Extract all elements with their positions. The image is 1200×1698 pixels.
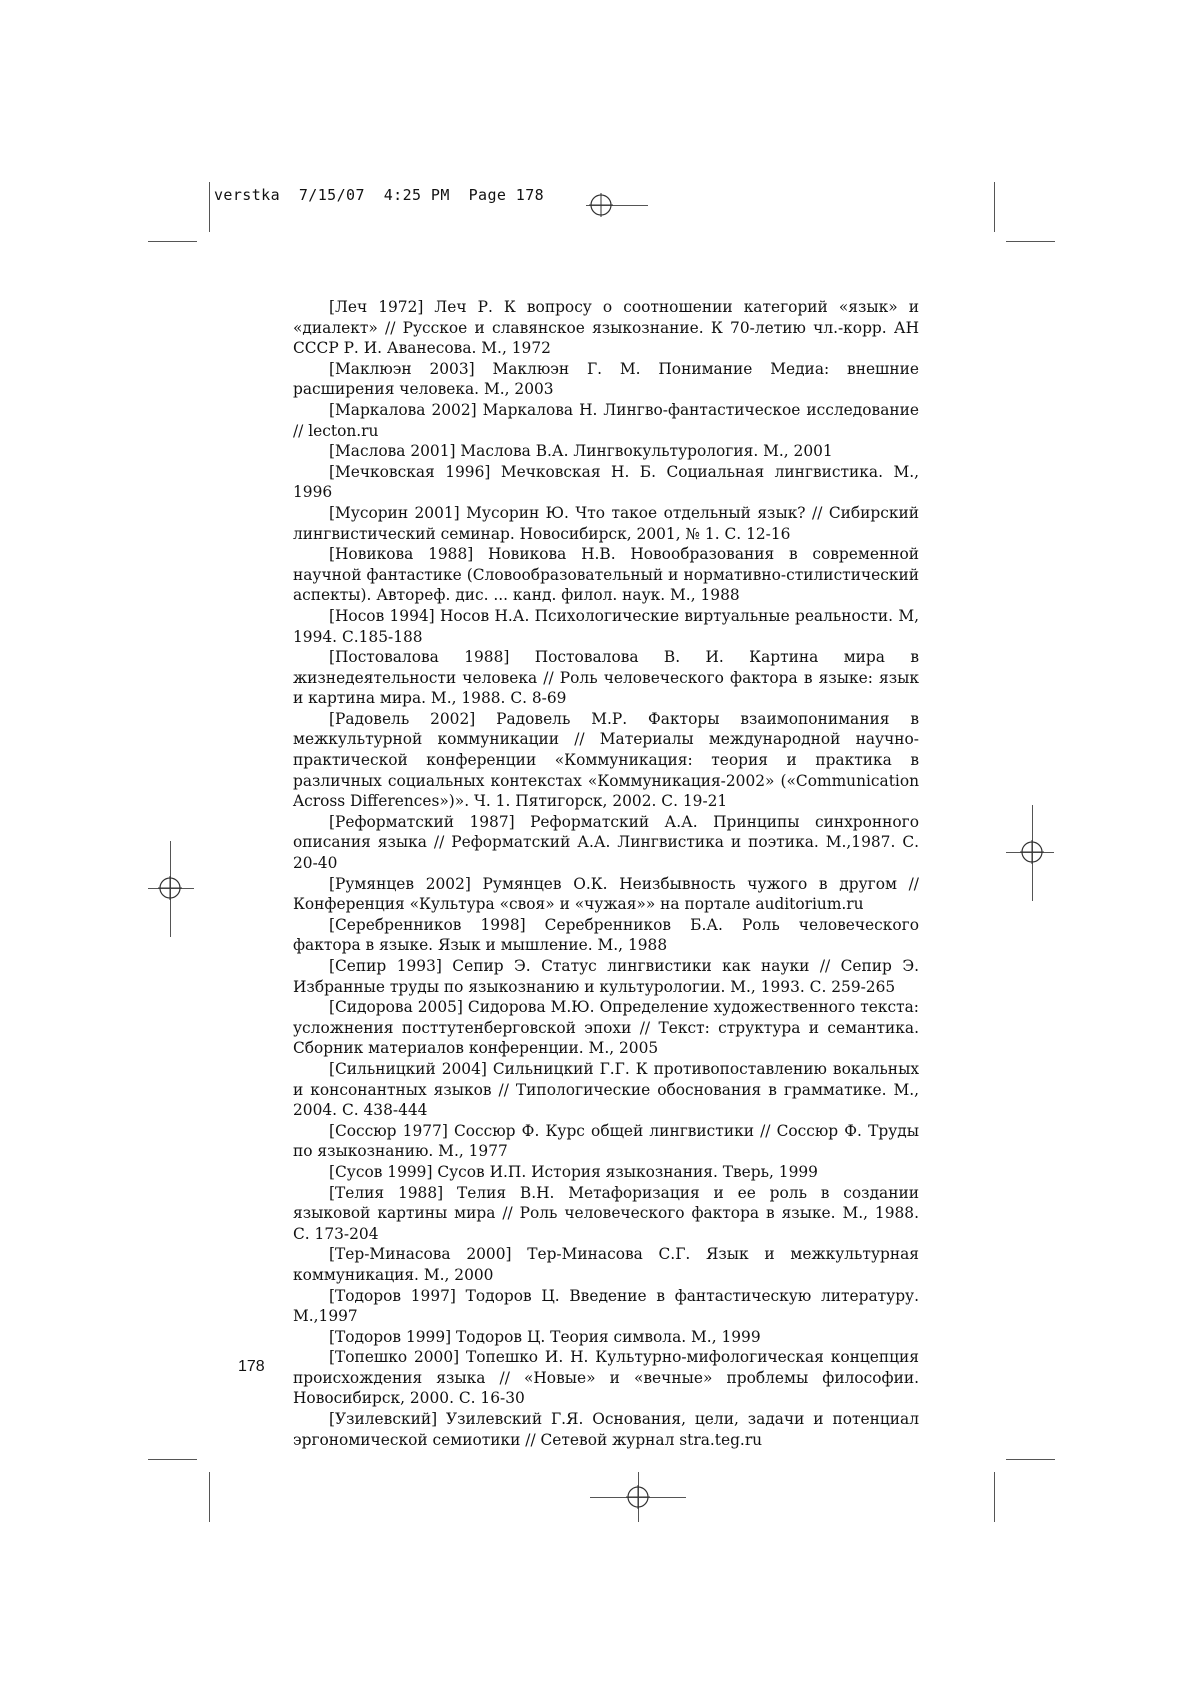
crop-mark xyxy=(1006,1459,1055,1460)
crop-mark xyxy=(994,182,995,232)
bibliography-entry: [Тодоров 1999] Тодоров Ц. Теория символа. М., 1999 xyxy=(329,1327,761,1346)
bibliography-entry: [Мусорин 2001] Мусорин Ю. Что такое отдельный язык? // Сибирский лингвистический семинар. Новосибирск, 2001, № 1. С. 12-16 xyxy=(293,503,919,543)
page-number: 178 xyxy=(238,1358,265,1375)
registration-mark-icon xyxy=(1020,840,1044,864)
bibliography-entry: [Топешко 2000] Топешко И. Н. Культурно-мифологическая концепция происхождения языка // «Новые» и «вечные» проблемы философии. Новосибирск, 2000. С. 16-30 xyxy=(293,1348,919,1408)
bibliography-entry: [Сусов 1999] Сусов И.П. История языкознания. Тверь, 1999 xyxy=(329,1162,818,1181)
crop-mark xyxy=(1006,241,1055,242)
registration-mark-icon xyxy=(158,876,182,900)
registration-mark-icon xyxy=(626,1485,650,1509)
bibliography-list xyxy=(293,297,919,1450)
registration-mark-icon xyxy=(589,193,613,217)
bibliography-entry: [Серебренников 1998] Серебренников Б.А. Роль человеческого фактора в языке. Язык и мышление. М., 1988 xyxy=(293,915,919,955)
bibliography-entry: [Постовалова 1988] Постовалова В. И. Картина мира в жизнедеятельности человека // Роль человеческого фактора в языке: язык и картина мира. М., 1988. С. 8-69 xyxy=(293,648,919,708)
print-slug: verstka 7/15/07 4:25 PM Page 178 xyxy=(214,186,545,204)
bibliography-entry: [Сильницкий 2004] Сильницкий Г.Г. К противопоставлению вокальных и консонантных языков // Типологические обоснования в грамматике. М., 2004. С. 438-444 xyxy=(293,1059,919,1120)
crop-mark xyxy=(148,1459,197,1460)
bibliography-entry: [Маклюэн 2003] Маклюэн Г. М. Понимание Медиа: внешние расширения человека. М., 2003 xyxy=(293,359,919,399)
crop-mark xyxy=(148,241,197,242)
crop-mark xyxy=(994,1472,995,1522)
bibliography-entry: [Сидорова 2005] Сидорова М.Ю. Определение художественного текста: усложнения посттутенберговской эпохи // Текст: структура и семантика. Сборник материалов конференции. М., 2005 xyxy=(293,998,919,1058)
bibliography-entry: [Тер-Минасова 2000] Тер-Минасова С.Г. Язык и межкультурная коммуникация. М., 2000 xyxy=(293,1245,919,1284)
bibliography-entry: [Реформатский 1987] Реформатский А.А. Принципы синхронного описания языка // Реформатский А.А. Лингвистика и поэтика. М.,1987. С. 20-40 xyxy=(293,812,919,873)
bibliography-entry: [Телия 1988] Телия В.Н. Метафоризация и ее роль в создании языковой картины мира // Роль человеческого фактора в языке. М., 1988. С. 173-204 xyxy=(293,1183,919,1243)
crop-mark xyxy=(209,182,210,232)
bibliography-entry: [Маслова 2001] Маслова В.А. Лингвокультурология. М., 2001 xyxy=(329,442,833,461)
bibliography-entry: [Новикова 1988] Новикова Н.В. Новообразования в современной научной фантастике (Словообразовательный и нормативно-стилистический аспекты). Автореф. дис. ... канд. филол. наук. М., 1988 xyxy=(293,545,919,605)
bibliography-entry: [Носов 1994] Носов Н.А. Психологические виртуальные реальности. М, 1994. С.185-188 xyxy=(293,606,919,646)
bibliography-entry: [Тодоров 1997] Тодоров Ц. Введение в фантастическую литературу. М.,1997 xyxy=(293,1286,919,1326)
bibliography-entry: [Узилевский] Узилевский Г.Я. Основания, цели, задачи и потенциал эргономической семиотики // Сетевой журнал stra.teg.ru xyxy=(293,1410,919,1449)
bibliography-entry: [Соссюр 1977] Соссюр Ф. Курс общей лингвистики // Соссюр Ф. Труды по языкознанию. М., 1977 xyxy=(293,1121,919,1161)
bibliography-entry: [Сепир 1993] Сепир Э. Статус лингвистики как науки // Сепир Э. Избранные труды по языкознанию и культурологии. М., 1993. С. 259-265 xyxy=(293,957,919,996)
crop-mark xyxy=(209,1472,210,1522)
bibliography-entry: [Румянцев 2002] Румянцев О.К. Неизбывность чужого в другом // Конференция «Культура «своя» и «чужая»» на портале auditorium.ru xyxy=(293,874,919,914)
bibliography-entry: [Леч 1972] Леч Р. К вопросу о соотношении категорий «язык» и «диалект» // Русское и славянское языкознание. К 70-летию чл.-корр. АН СССР Р. И. Аванесова. М., 1972 xyxy=(293,298,919,358)
bibliography-entry: [Радовель 2002] Радовель М.Р. Факторы взаимопонимания в межкультурной коммуникации // Материалы международной научно-практической конференции «Коммуникация: теория и практика в различных социальных контекстах «Коммуникация-2002» («Communication Across Differences»)». Ч. 1. Пятигорск, 2002. С. 19-21 xyxy=(293,709,919,811)
bibliography-entry: [Маркалова 2002] Маркалова Н. Лингво-фантастическое исследование // lecton.ru xyxy=(293,400,919,440)
bibliography-entry: [Мечковская 1996] Мечковская Н. Б. Социальная лингвистика. М., 1996 xyxy=(293,462,919,502)
